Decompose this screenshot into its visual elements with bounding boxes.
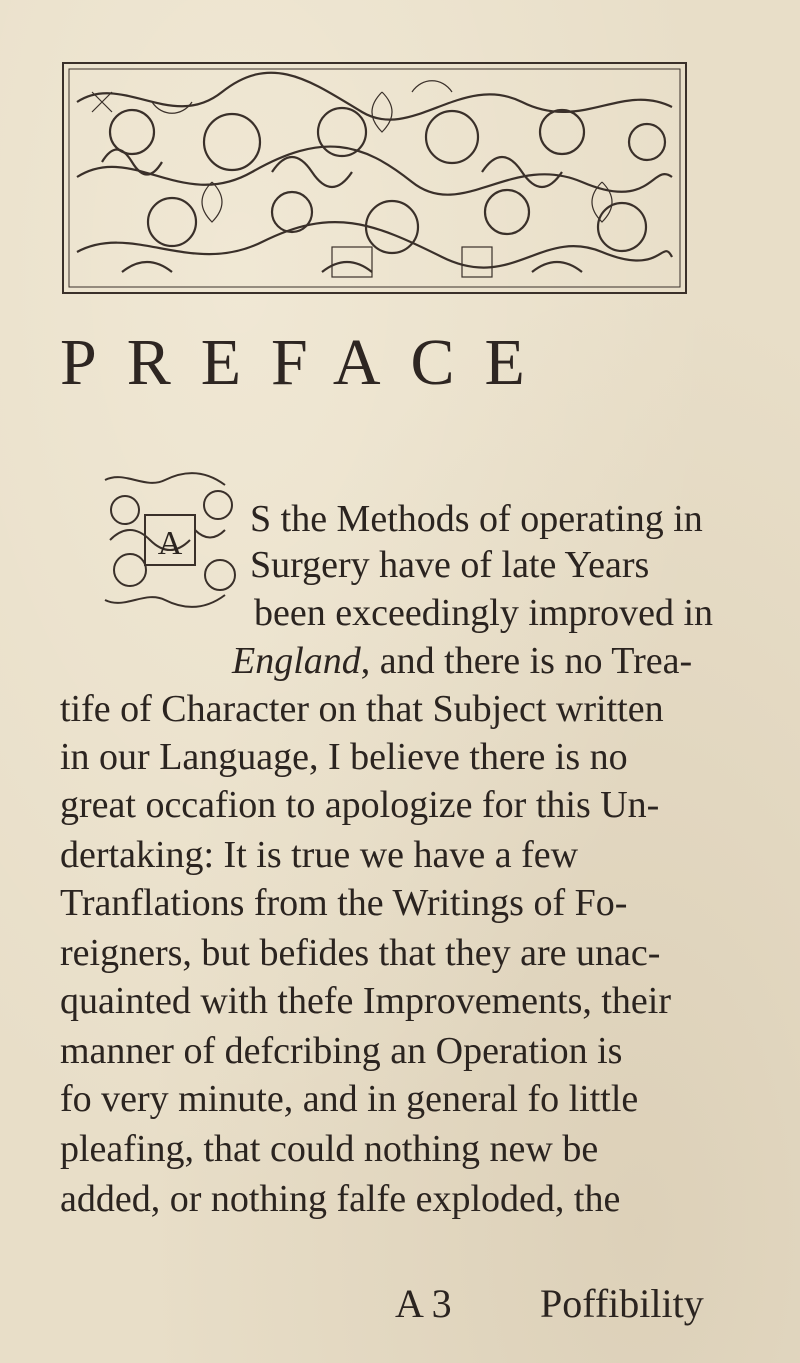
- italic-word: England: [232, 640, 361, 682]
- body-line-14: pleafing, that could nothing new be: [60, 1128, 599, 1170]
- body-line-15: added, or nothing falfe exploded, the: [60, 1178, 621, 1220]
- body-line-4: England, and there is no Trea-: [232, 640, 693, 682]
- body-line-1: S the Methods of operating in: [250, 498, 703, 540]
- body-line-9: Tranflations from the Writings of Fo-: [60, 882, 628, 924]
- body-line-6: in our Language, I believe there is no: [60, 736, 628, 778]
- signature-mark: A 3: [395, 1281, 452, 1326]
- body-line-5: tife of Character on that Subject written: [60, 688, 664, 730]
- floral-ornament-headpiece-icon: [62, 62, 687, 294]
- page-title: PREFACE: [60, 326, 555, 399]
- body-line-3: been exceedingly improved in: [254, 592, 714, 634]
- ornamental-initial-icon: [100, 470, 250, 610]
- initial-letter: A: [157, 525, 183, 562]
- body-line-7: great occafion to apologize for this Un-: [60, 784, 660, 826]
- body-line-12: manner of defcribing an Operation is: [60, 1030, 623, 1072]
- catchword: Poffibility: [540, 1281, 704, 1326]
- body-line-2: Surgery have of late Years: [250, 544, 650, 586]
- body-line-11: quainted with thefe Improvements, their: [60, 980, 671, 1022]
- body-line-13: fo very minute, and in general fo little: [60, 1078, 639, 1120]
- body-line-8: dertaking: It is true we have a few: [60, 834, 579, 876]
- body-line-10: reigners, but befides that they are unac-: [60, 932, 661, 974]
